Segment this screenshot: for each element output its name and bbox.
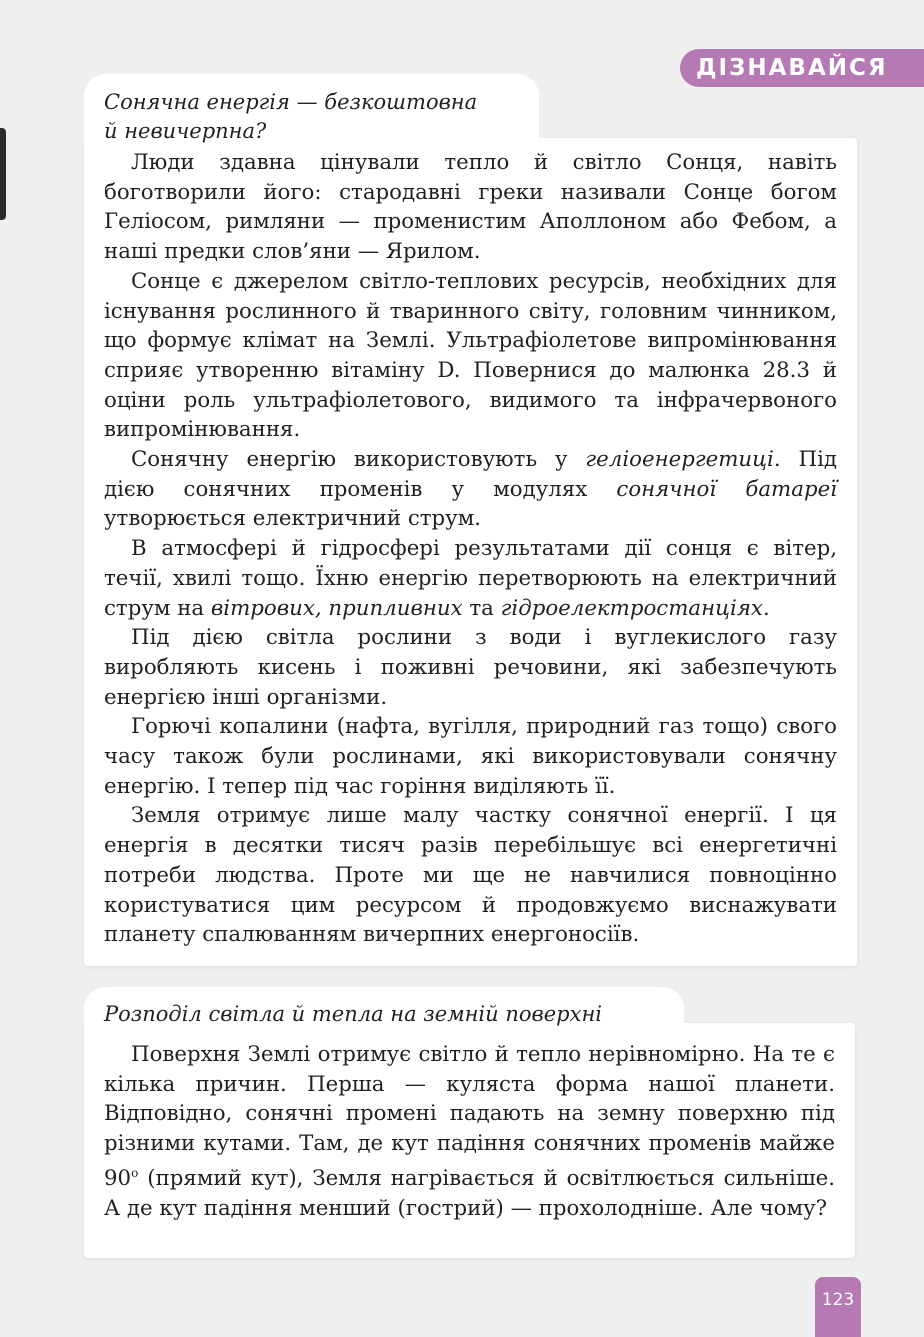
- paragraph: [104, 267, 837, 445]
- section-badge: [680, 49, 924, 87]
- text-run: Люди здавна цінували тепло й світло Сонця, навіть боготворили його: стародавні греки називали Сонце богом Геліосом, римляни — променистим Аполлоном або Фебом, а наші предки слов’яни — Ярилом.: [104, 150, 837, 265]
- badge-label: ДІЗНАВАЙСЯ: [696, 55, 888, 81]
- left-edge-tab: [0, 128, 6, 220]
- section1-body: [104, 148, 837, 950]
- term-italic: вітрових, припливних: [210, 595, 463, 621]
- term-italic: геліоенергетиці: [585, 447, 774, 473]
- section1-title-line2: й невичерпна?: [104, 119, 267, 143]
- degree-mark: о: [131, 1165, 139, 1180]
- text-run: . Під дією сонячних променів у модулях: [104, 447, 837, 502]
- section2-body: [104, 1040, 835, 1223]
- section1-title-line1: Сонячна енергія — безкоштовна: [104, 90, 478, 114]
- paragraph: [104, 445, 837, 534]
- text-run: Земля отримує лише малу частку сонячної енергії. І ця енергія в десятки тисяч разів перебільшує всі енергетичні потреби людства. Проте ми ще не навчилися повноцінно користуватися цим ресурсом й продовжуємо виснажувати планету спалюванням вичерпних енергоносіїв.: [104, 803, 837, 948]
- text-run: Сонячну енергію використовують у: [131, 447, 586, 473]
- term-italic: гідроелектростанціях: [500, 595, 763, 621]
- term-italic: сонячної батареї: [616, 476, 837, 502]
- page-number: 123: [815, 1277, 861, 1337]
- text-run: Сонце є джерелом світло-теплових ресурсів, необхідних для існування рослинного й тваринного світу, головним чинником, що формує клімат на Землі. Ультрафіолетове випромінювання сприяє утворенню вітаміну D. Повернися до малюнка 28.3 й оціни роль ультрафіолетового, видимого та інфрачервоного випромінювання.: [104, 268, 837, 443]
- text-run: .: [762, 595, 770, 621]
- text-run: та: [462, 595, 501, 621]
- text-run: утворюється електричний струм.: [104, 506, 482, 532]
- text-run: В атмосфері й гідросфері результатами дії сонця є вітер, течії, хвилі тощо. Їхню енергію перетворюють на електричний струм на: [104, 536, 837, 621]
- paragraph: [104, 801, 837, 950]
- paragraph: [104, 623, 837, 712]
- paragraph: [104, 534, 837, 623]
- section1-title: [104, 88, 534, 146]
- text-run: Поверхня Землі отримує світло й тепло нерівномірно. На те є кілька причин. Перша — куляста форма нашої планети. Відповідно, сонячні промені падають на земну поверхню під різними кутами. Там, де кут падіння сонячних променів майже 90: [104, 1042, 835, 1191]
- text-run: (прямий кут), Земля нагрівається й освітлюється сильніше. А де кут падіння менший (гострий) — прохолодніше. Але чому?: [104, 1165, 835, 1221]
- text-run: Горючі копалини (нафта, вугілля, природний газ тощо) свого часу також були рослинами, які використовували сонячну енергію. І тепер під час горіння виділяють її.: [104, 714, 837, 799]
- paragraph: [104, 1040, 835, 1223]
- paragraph: [104, 712, 837, 801]
- paragraph: [104, 148, 837, 267]
- section2-title: Розподіл світла й тепла на земній поверхні: [104, 1002, 603, 1026]
- text-run: Під дією світла рослини з води і вуглекислого газу виробляють кисень і поживні речовини, які забезпечують енергією інші організми.: [104, 625, 837, 710]
